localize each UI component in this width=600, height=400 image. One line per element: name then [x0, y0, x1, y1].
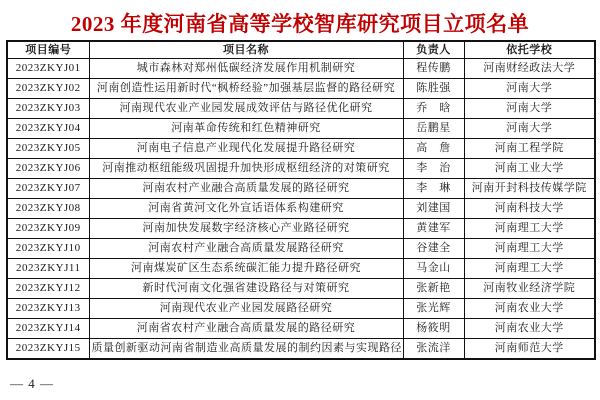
project-name-cell: 河南省农村产业融合高质量发展的路径研究 — [89, 319, 403, 339]
school-cell: 河南师范大学 — [464, 339, 595, 360]
table-body — [7, 59, 595, 360]
project-name-cell: 河南推动枢纽能级巩固提升加快形成枢纽经济的对策研究 — [89, 159, 403, 179]
project-code-cell: 2023ZKYJ15 — [7, 339, 89, 360]
leader-cell: 李 琳 — [403, 179, 464, 199]
project-name-cell: 河南革命传统和红色精神研究 — [89, 119, 403, 139]
project-name-cell: 河南加快发展数字经济核心产业路径研究 — [89, 219, 403, 239]
table-row — [7, 159, 595, 179]
school-cell: 河南工业大学 — [464, 159, 595, 179]
leader-cell: 张流洋 — [403, 339, 464, 360]
page-title: 2023 年度河南省高等学校智库研究项目立项名单 — [70, 12, 530, 36]
project-code-cell: 2023ZKYJ02 — [7, 79, 89, 99]
page-number: — 4 — — [10, 376, 54, 391]
project-name-cell: 河南现代农业产业园发展成效评估与路径优化研究 — [89, 99, 403, 119]
leader-cell: 岳鹏星 — [403, 119, 464, 139]
project-code-cell: 2023ZKYJ04 — [7, 119, 89, 139]
project-code-cell: 2023ZKYJ06 — [7, 159, 89, 179]
table-row — [7, 199, 595, 219]
project-name-cell: 城市森林对郑州低碳经济发展作用机制研究 — [89, 59, 403, 79]
header-project-code: 项目编号 — [7, 41, 89, 59]
leader-cell: 谷建全 — [403, 239, 464, 259]
school-cell: 河南农业大学 — [464, 299, 595, 319]
project-code-cell: 2023ZKYJ05 — [7, 139, 89, 159]
school-cell: 河南理工大学 — [464, 219, 595, 239]
project-name-cell: 质量创新驱动河南省制造业高质量发展的制约因素与实现路径 — [89, 339, 403, 360]
project-name-cell: 河南农村产业融合高质量发展路径研究 — [89, 239, 403, 259]
school-cell: 河南工程学院 — [464, 139, 595, 159]
project-code-cell: 2023ZKYJ10 — [7, 239, 89, 259]
school-cell: 河南大学 — [464, 79, 595, 99]
header-leader: 负责人 — [403, 41, 464, 59]
project-code-cell: 2023ZKYJ09 — [7, 219, 89, 239]
header-project-name: 项目名称 — [89, 41, 403, 59]
table-row — [7, 259, 595, 279]
project-code-cell: 2023ZKYJ14 — [7, 319, 89, 339]
school-cell: 河南农业大学 — [464, 319, 595, 339]
header-school: 依托学校 — [464, 41, 595, 59]
project-name-cell: 河南创造性运用新时代“枫桥经验”加强基层监督的路径研究 — [89, 79, 403, 99]
leader-cell: 黄建军 — [403, 219, 464, 239]
table-row — [7, 99, 595, 119]
table-row — [7, 139, 595, 159]
project-code-cell: 2023ZKYJ07 — [7, 179, 89, 199]
school-cell: 河南理工大学 — [464, 239, 595, 259]
project-name-cell: 河南煤炭矿区生态系统碳汇能力提升路径研究 — [89, 259, 403, 279]
table-row — [7, 339, 595, 360]
project-code-cell: 2023ZKYJ12 — [7, 279, 89, 299]
table-row — [7, 219, 595, 239]
table-row — [7, 279, 595, 299]
header-row — [7, 41, 595, 59]
project-code-cell: 2023ZKYJ01 — [7, 59, 89, 79]
project-table — [6, 40, 596, 360]
leader-cell: 程传鹏 — [403, 59, 464, 79]
table-row — [7, 299, 595, 319]
leader-cell: 杨筱明 — [403, 319, 464, 339]
school-cell: 河南科技大学 — [464, 199, 595, 219]
school-cell: 河南大学 — [464, 119, 595, 139]
project-name-cell: 河南省黄河文化外宣话语体系构建研究 — [89, 199, 403, 219]
table-row — [7, 179, 595, 199]
table-row — [7, 79, 595, 99]
school-cell: 河南理工大学 — [464, 259, 595, 279]
leader-cell: 乔 晗 — [403, 99, 464, 119]
project-name-cell: 新时代河南文化强省建设路径与对策研究 — [89, 279, 403, 299]
leader-cell: 马金山 — [403, 259, 464, 279]
school-cell: 河南财经政法大学 — [464, 59, 595, 79]
project-code-cell: 2023ZKYJ03 — [7, 99, 89, 119]
school-cell: 河南开封科技传媒学院 — [464, 179, 595, 199]
school-cell: 河南大学 — [464, 99, 595, 119]
project-code-cell: 2023ZKYJ13 — [7, 299, 89, 319]
project-code-cell: 2023ZKYJ11 — [7, 259, 89, 279]
table-row — [7, 319, 595, 339]
table-header — [7, 41, 595, 59]
leader-cell: 刘建国 — [403, 199, 464, 219]
table-row — [7, 239, 595, 259]
project-code-cell: 2023ZKYJ08 — [7, 199, 89, 219]
leader-cell: 陈胜强 — [403, 79, 464, 99]
table-row — [7, 119, 595, 139]
school-cell: 河南牧业经济学院 — [464, 279, 595, 299]
project-name-cell: 河南电子信息产业现代化发展提升路径研究 — [89, 139, 403, 159]
leader-cell: 张光辉 — [403, 299, 464, 319]
table-row — [7, 59, 595, 79]
leader-cell: 张新艳 — [403, 279, 464, 299]
leader-cell: 高 詹 — [403, 139, 464, 159]
project-name-cell: 河南农村产业融合高质量发展的路径研究 — [89, 179, 403, 199]
project-name-cell: 河南现代农业产业园发展路径研究 — [89, 299, 403, 319]
leader-cell: 李 治 — [403, 159, 464, 179]
